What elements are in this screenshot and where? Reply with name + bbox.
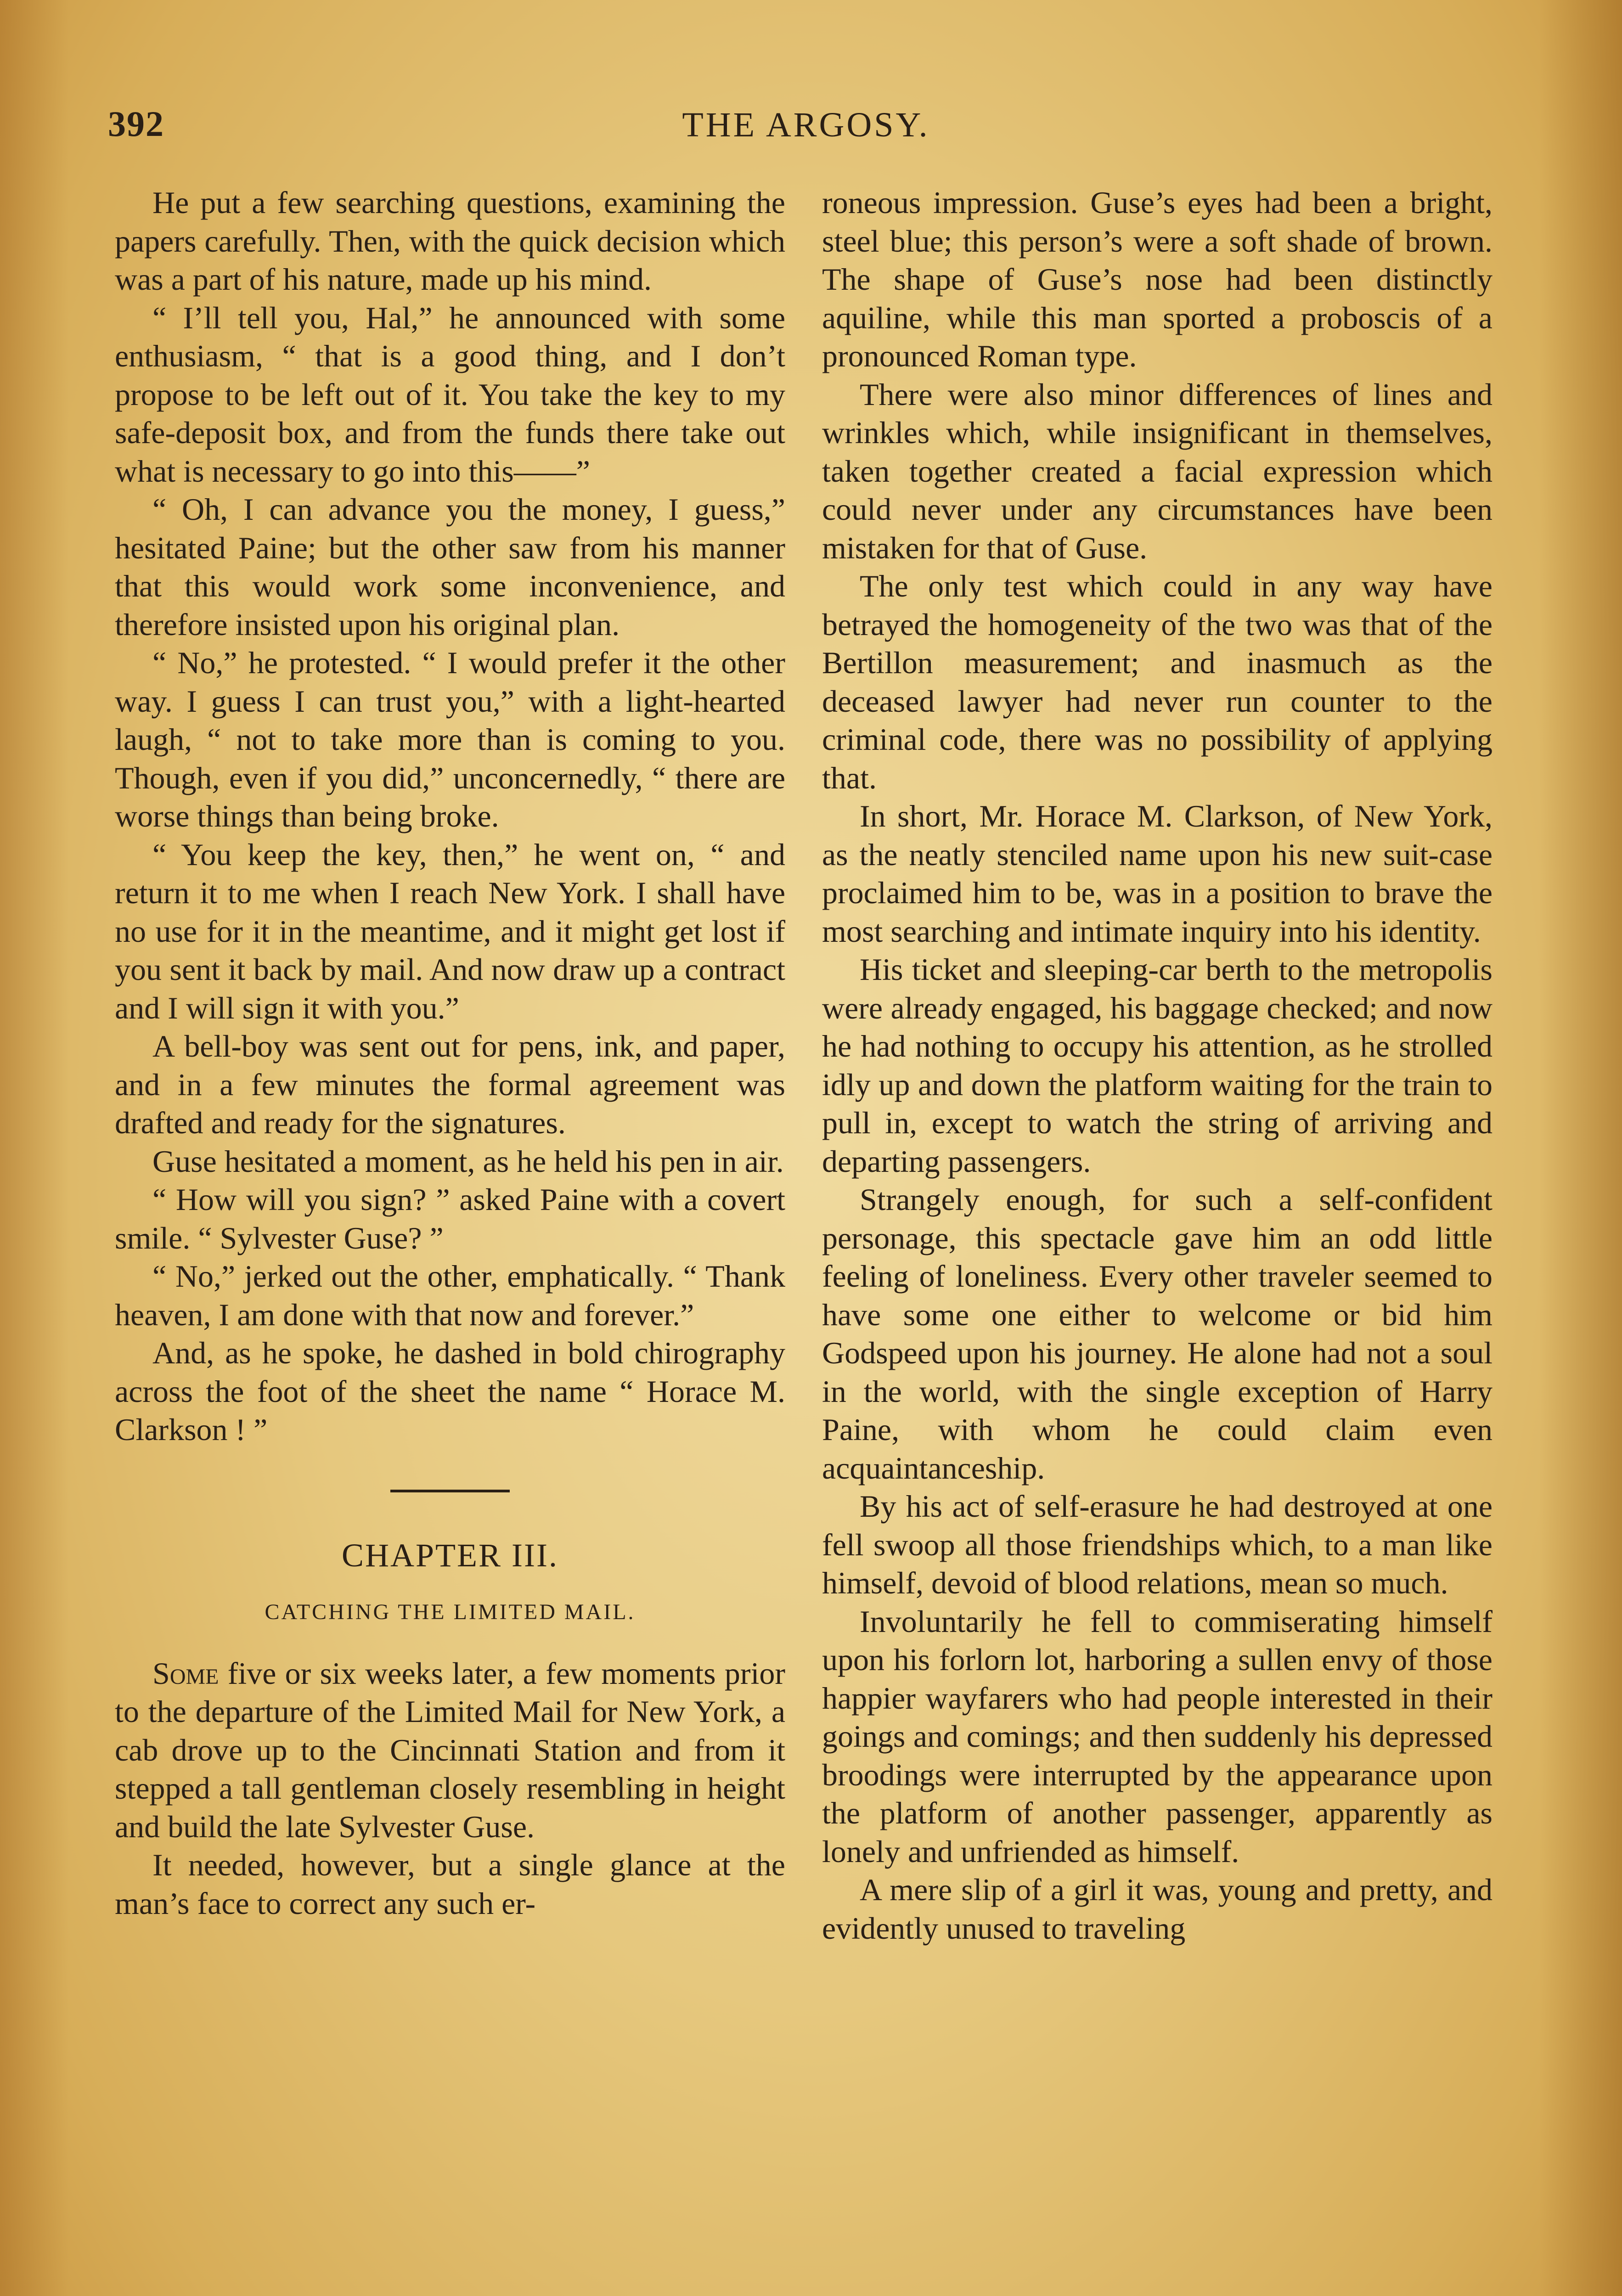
- paragraph: His ticket and sleeping-car berth to the metropolis were already engaged, his baggage checked; and now he had nothing to occupy his attention, as he strolled idly up and down the platform waiting for the train to pull in, except to watch the string of arriving and departing passengers.: [822, 952, 1492, 1179]
- paragraph: “ I’ll tell you, Hal,” he announced with some enthusiasm, “ that is a good thing, and I don’t propose to be left out of it. You take the key to my safe-deposit box, and from the funds there take out what is necessary to go into this——”: [115, 300, 785, 489]
- page-edge-shading-right: [1539, 0, 1622, 2296]
- paragraph: A mere slip of a girl it was, young and pretty, and evidently unused to traveling: [822, 1872, 1492, 1946]
- paragraph: “ Oh, I can advance you the money, I guess,” hesitated Paine; but the other saw from his manner that this would work some inconvenience, and therefore insisted upon his original plan.: [115, 492, 785, 642]
- paragraph: “ No,” jerked out the other, emphatically. “ Thank heaven, I am done with that now and forever.”: [115, 1259, 785, 1332]
- paragraph: And, as he spoke, he dashed in bold chirography across the foot of the sheet the name “ Horace M. Clarkson ! ”: [115, 1335, 785, 1447]
- paragraph: “ How will you sign? ” asked Paine with a covert smile. “ Sylvester Guse? ”: [115, 1182, 785, 1255]
- page-edge-shading-left: [0, 0, 69, 2296]
- paragraph: A bell-boy was sent out for pens, ink, and paper, and in a few minutes the formal agreement was drafted and ready for the signatures.: [115, 1029, 785, 1140]
- magazine-title: THE ARGOSY.: [682, 106, 930, 144]
- paragraph: roneous impression. Guse’s eyes had been a bright, steel blue; this person’s were a soft shade of brown. The shape of Guse’s nose had been distinctly aquiline, while this man sported a proboscis of a pronounced Roman type.: [822, 185, 1492, 373]
- paragraph: It needed, however, but a single glance at the man’s face to correct any such er-: [115, 1847, 785, 1921]
- right-column: [822, 184, 1492, 1947]
- paragraph: Strangely enough, for such a self-confident personage, this spectacle gave him an odd little feeling of loneliness. Every other traveler seemed to have some one either to welcome or bid him Godspeed upon his journey. He alone had not a soul in the world, with the single exception of Harry Paine, with whom he could claim even acquaintanceship.: [822, 1182, 1492, 1486]
- paragraph: There were also minor differences of lines and wrinkles which, while insignificant in themselves, taken together created a facial expression which could never under any circumstances have been mistaken for that of Guse.: [822, 377, 1492, 565]
- chapter-subtitle: CATCHING THE LIMITED MAIL.: [265, 1600, 636, 1624]
- paragraph: He put a few searching questions, examining the papers carefully. Then, with the quick decision which was a part of his nature, made up his mind.: [115, 185, 785, 297]
- page-number: 392: [108, 104, 164, 144]
- paragraph: The only test which could in any way have betrayed the homogeneity of the two was that of the Bertillon measurement; and inasmuch as the deceased lawyer had never run counter to the criminal code, there was no possibility of applying that.: [822, 568, 1492, 795]
- chapter-title: CHAPTER III.: [342, 1536, 558, 1574]
- running-head: [108, 103, 1504, 154]
- paragraph: [115, 1654, 785, 1846]
- section-divider: [390, 1490, 510, 1492]
- paragraph: Involuntarily he fell to commiserating himself upon his forlorn lot, harboring a sullen envy of those happier wayfarers who had people interested in their goings and comings; and then suddenly his depressed broodings were interrupted by the appearance upon the platform of another passenger, apparently as lonely and unfriended as himself.: [822, 1604, 1492, 1869]
- paragraph: “ You keep the key, then,” he went on, “ and return it to me when I reach New York. I shall have no use for it in the meantime, and it might get lost if you sent it back by mail. And now draw up a contract and I will sign it with you.”: [115, 837, 785, 1025]
- paragraph: Guse hesitated a moment, as he held his pen in air.: [152, 1143, 784, 1179]
- paragraph: In short, Mr. Horace M. Clarkson, of New York, as the neatly stenciled name upon his new suit-case proclaimed him to be, was in a position to brave the most searching and intimate inquiry into his identity.: [822, 799, 1492, 949]
- paragraph: “ No,” he protested. “ I would prefer it the other way. I guess I can trust you,” with a light-hearted laugh, “ not to take more than is coming to you. Though, even if you did,” unconcernedly, “ there are worse things than being broke.: [115, 645, 785, 833]
- paragraph-lead-word: Some: [152, 1655, 219, 1691]
- left-column: [115, 184, 785, 1923]
- paragraph: By his act of self-erasure he had destroyed at one fell swoop all those friendships which, to a man like himself, devoid of blood relations, mean so much.: [822, 1489, 1492, 1600]
- paragraph-text: five or six weeks later, a few moments prior to the departure of the Limited Mail for New York, a cab drove up to the Cincinnati Station and from it stepped a tall gentleman closely resembling in height and build the late Sylvester Guse.: [115, 1655, 785, 1844]
